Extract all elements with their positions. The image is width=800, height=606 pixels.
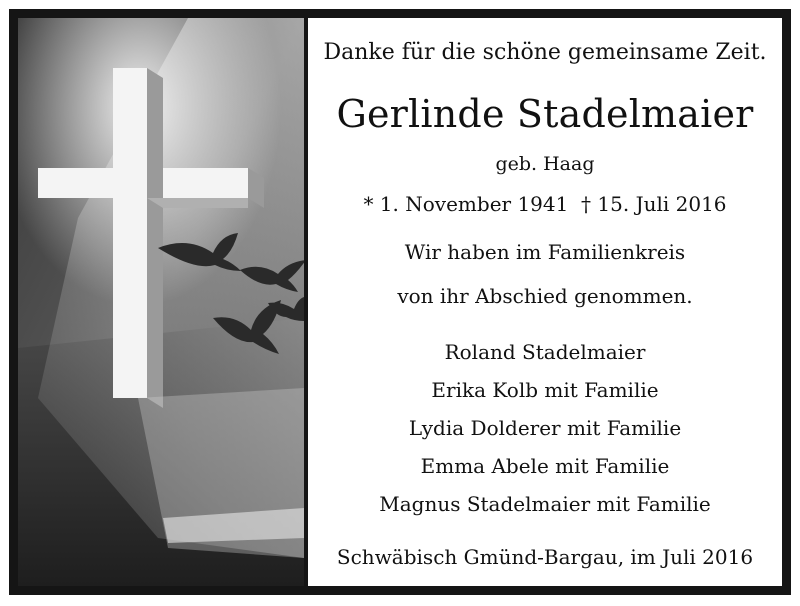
maiden-name: geb. Haag [495, 153, 595, 175]
place-and-date: Schwäbisch Gmünd-Bargau, im Juli 2016 [336, 545, 754, 569]
message-line-1: Wir haben im Familienkreis [404, 240, 686, 264]
mourner-3: Lydia Dolderer mit Familie [408, 416, 682, 440]
life-dates: * 1. November 1941 † 15. Juli 2016 [363, 192, 727, 216]
deceased-name: Gerlinde Stadelmaier [336, 92, 754, 136]
notice-text-panel [308, 18, 782, 586]
mourner-2: Erika Kolb mit Familie [431, 378, 659, 402]
mourner-5: Magnus Stadelmaier mit Familie [379, 492, 711, 516]
mourner-4: Emma Abele mit Familie [420, 454, 670, 478]
message-line-2: von ihr Abschied genommen. [397, 284, 693, 308]
notice-border [9, 9, 791, 595]
mourner-1: Roland Stadelmaier [444, 340, 646, 364]
cross-photo [18, 18, 304, 586]
motto: Danke für die schöne gemeinsame Zeit. [323, 40, 767, 65]
